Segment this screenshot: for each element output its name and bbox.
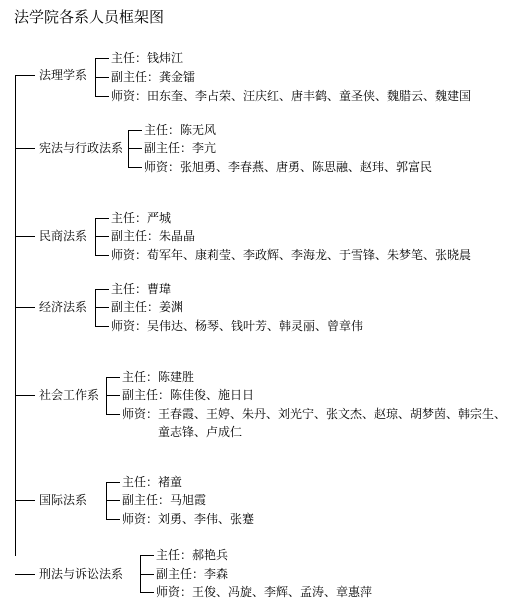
head-label: 主任： bbox=[111, 282, 148, 296]
faculty-names: 荀军年、康莉莹、李政辉、李海龙、于雪锋、朱梦笔、张晓晨 bbox=[147, 248, 472, 262]
tick-line bbox=[95, 307, 109, 308]
faculty-row bbox=[144, 159, 432, 175]
faculty-names: 王俊、冯旋、李辉、孟涛、章惠萍 bbox=[192, 585, 373, 599]
faculty-label: 师资： bbox=[156, 585, 193, 599]
tick-line bbox=[95, 255, 109, 256]
tick-line bbox=[106, 500, 120, 501]
head-row bbox=[144, 122, 216, 138]
deputy-row bbox=[144, 140, 216, 156]
tick-line bbox=[95, 218, 109, 219]
tick-line bbox=[128, 130, 142, 131]
head-row bbox=[111, 50, 183, 66]
department-name: 宪法与行政法系 bbox=[39, 141, 124, 155]
tick-line bbox=[106, 395, 120, 396]
head-name: 曹瑋 bbox=[147, 282, 172, 296]
head-row bbox=[122, 474, 182, 490]
head-label: 主任： bbox=[111, 51, 148, 65]
tick-line bbox=[140, 574, 154, 575]
tick-line bbox=[95, 289, 109, 290]
tick-line bbox=[106, 377, 120, 378]
deputy-label: 副主任： bbox=[111, 300, 160, 314]
deputy-names: 马旭霞 bbox=[170, 493, 207, 507]
head-row bbox=[111, 281, 171, 297]
deputy-row bbox=[111, 299, 183, 315]
faculty-names: 刘勇、李伟、张蹇 bbox=[158, 512, 255, 526]
tick-line bbox=[106, 414, 120, 415]
faculty-names: 王春霞、王婷、朱丹、刘光宁、张文杰、赵琼、胡梦茵、韩宗生、 bbox=[158, 407, 507, 421]
head-label: 主任： bbox=[122, 475, 159, 489]
branch-line bbox=[15, 500, 35, 501]
head-name: 严城 bbox=[147, 211, 172, 225]
head-label: 主任： bbox=[156, 548, 193, 562]
tick-line bbox=[95, 58, 109, 59]
department-name: 刑法与诉讼法系 bbox=[39, 567, 124, 581]
deputy-names: 陈佳俊、施日日 bbox=[170, 388, 255, 402]
deputy-names: 姜渊 bbox=[159, 300, 184, 314]
deputy-row bbox=[122, 492, 206, 508]
faculty-row-continued: 童志锋、卢成仁 bbox=[158, 425, 243, 439]
faculty-label: 师资： bbox=[111, 248, 148, 262]
tick-line bbox=[106, 482, 120, 483]
deputy-names: 朱晶晶 bbox=[159, 229, 196, 243]
deputy-names: 李森 bbox=[204, 567, 229, 581]
faculty-row bbox=[122, 406, 506, 422]
deputy-row bbox=[156, 566, 228, 582]
faculty-row bbox=[111, 318, 363, 334]
tick-line bbox=[95, 96, 109, 97]
faculty-names: 吴伟达、杨琴、钱叶芳、韩灵丽、曾章伟 bbox=[147, 319, 364, 333]
deputy-label: 副主任： bbox=[156, 567, 205, 581]
department-name: 社会工作系 bbox=[39, 388, 100, 402]
tick-line bbox=[128, 148, 142, 149]
department-name: 民商法系 bbox=[39, 229, 88, 243]
branch-line bbox=[15, 148, 35, 149]
faculty-names: 田东奎、李占荣、汪庆红、唐丰鹤、童圣侠、魏腊云、魏建国 bbox=[147, 89, 472, 103]
head-name: 钱炜江 bbox=[147, 51, 184, 65]
tick-line bbox=[140, 555, 154, 556]
faculty-label: 师资： bbox=[144, 160, 181, 174]
branch-line bbox=[15, 75, 35, 76]
tick-line bbox=[95, 326, 109, 327]
tick-line bbox=[95, 77, 109, 78]
head-name: 陈无风 bbox=[180, 123, 217, 137]
chart-title: 法学院各系人员框架图 bbox=[14, 8, 165, 26]
head-name: 郝艳兵 bbox=[192, 548, 229, 562]
deputy-label: 副主任： bbox=[111, 229, 160, 243]
faculty-row bbox=[111, 88, 471, 104]
deputy-label: 副主任： bbox=[144, 141, 193, 155]
faculty-label: 师资： bbox=[122, 512, 159, 526]
department-name: 国际法系 bbox=[39, 493, 88, 507]
tick-line bbox=[95, 236, 109, 237]
branch-line bbox=[15, 574, 35, 575]
faculty-row bbox=[122, 511, 254, 527]
faculty-names: 张旭勇、李春燕、唐勇、陈思融、赵玮、郭富民 bbox=[180, 160, 433, 174]
tick-line bbox=[128, 167, 142, 168]
deputy-label: 副主任： bbox=[122, 388, 171, 402]
faculty-label: 师资： bbox=[111, 89, 148, 103]
department-name: 经济法系 bbox=[39, 300, 88, 314]
deputy-row bbox=[111, 69, 195, 85]
head-row bbox=[122, 369, 194, 385]
head-label: 主任： bbox=[111, 211, 148, 225]
faculty-row bbox=[156, 584, 372, 600]
deputy-row bbox=[111, 228, 195, 244]
tick-line bbox=[106, 519, 120, 520]
head-row bbox=[156, 547, 228, 563]
head-name: 陈建胜 bbox=[158, 370, 195, 384]
head-label: 主任： bbox=[144, 123, 181, 137]
deputy-names: 龚金镭 bbox=[159, 70, 196, 84]
head-name: 褚童 bbox=[158, 475, 183, 489]
deputy-row bbox=[122, 387, 254, 403]
tick-line bbox=[140, 592, 154, 593]
branch-line bbox=[15, 395, 35, 396]
deputy-names: 李亢 bbox=[192, 141, 217, 155]
faculty-label: 师资： bbox=[122, 407, 159, 421]
head-row bbox=[111, 210, 171, 226]
deputy-label: 副主任： bbox=[111, 70, 160, 84]
deputy-label: 副主任： bbox=[122, 493, 171, 507]
faculty-label: 师资： bbox=[111, 319, 148, 333]
branch-line bbox=[15, 307, 35, 308]
faculty-row bbox=[111, 247, 471, 263]
head-label: 主任： bbox=[122, 370, 159, 384]
department-name: 法理学系 bbox=[39, 68, 88, 82]
branch-line bbox=[15, 236, 35, 237]
